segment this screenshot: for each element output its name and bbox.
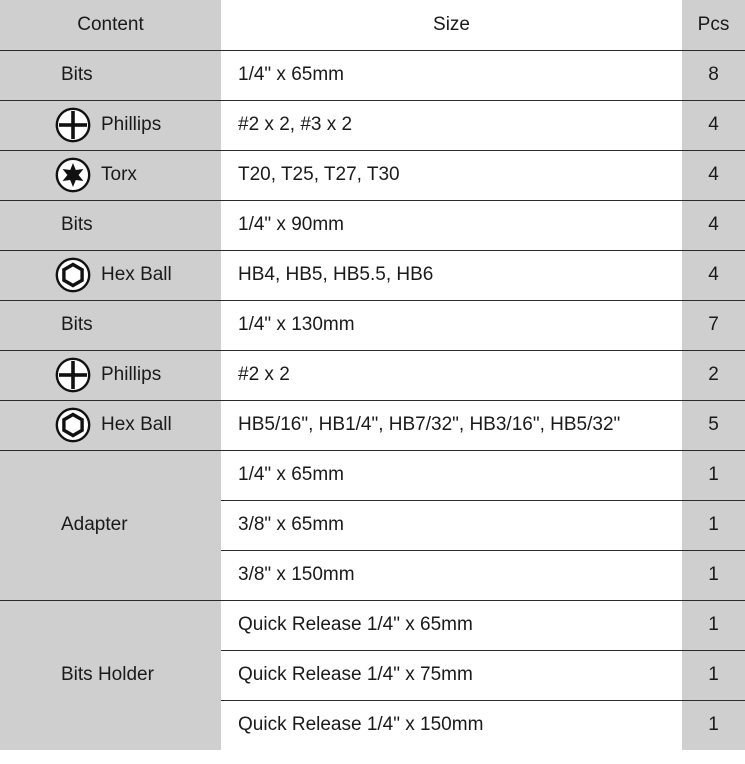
table-row <box>0 600 745 650</box>
table-row <box>0 450 745 500</box>
size-cell: #2 x 2, #3 x 2 <box>221 100 682 150</box>
table-row <box>0 250 745 300</box>
content-label: Phillips <box>101 364 162 385</box>
pcs-cell: 4 <box>682 100 745 150</box>
content-label: Hex Ball <box>101 264 172 285</box>
content-label: Bits <box>61 64 93 85</box>
table-row <box>0 350 745 400</box>
phillips-icon <box>55 357 91 393</box>
table-row <box>0 50 745 100</box>
content-label: Phillips <box>101 114 162 135</box>
size-cell: 1/4" x 65mm <box>221 450 682 500</box>
content-label: Adapter <box>61 514 128 535</box>
header-size: Size <box>221 0 682 50</box>
pcs-cell: 5 <box>682 400 745 450</box>
pcs-cell: 1 <box>682 650 745 700</box>
phillips-icon <box>55 107 91 143</box>
size-cell: HB5/16", HB1/4", HB7/32", HB3/16", HB5/32" <box>221 400 682 450</box>
content-label: Bits Holder <box>61 664 154 686</box>
hex-ball-icon <box>55 257 91 293</box>
size-cell: Quick Release 1/4" x 75mm <box>221 650 682 700</box>
size-cell: 3/8" x 150mm <box>221 550 682 600</box>
table-row <box>0 150 745 200</box>
pcs-cell: 1 <box>682 450 745 500</box>
size-cell: 3/8" x 65mm <box>221 500 682 550</box>
torx-icon <box>55 157 91 193</box>
header-content: Content <box>0 0 221 50</box>
content-label: Hex Ball <box>101 414 172 435</box>
size-cell: HB4, HB5, HB5.5, HB6 <box>221 250 682 300</box>
size-cell: 1/4" x 130mm <box>221 300 682 350</box>
size-cell: #2 x 2 <box>221 350 682 400</box>
hex-ball-icon <box>55 407 91 443</box>
pcs-cell: 7 <box>682 300 745 350</box>
table-header-row <box>0 0 745 50</box>
table-row <box>0 400 745 450</box>
size-cell: T20, T25, T27, T30 <box>221 150 682 200</box>
pcs-cell: 4 <box>682 150 745 200</box>
size-cell: Quick Release 1/4" x 150mm <box>221 700 682 750</box>
size-cell: 1/4" x 90mm <box>221 200 682 250</box>
size-cell: 1/4" x 65mm <box>221 50 682 100</box>
table-row <box>0 200 745 250</box>
size-cell: Quick Release 1/4" x 65mm <box>221 600 682 650</box>
pcs-cell: 1 <box>682 600 745 650</box>
content-label: Torx <box>101 164 137 185</box>
table-row <box>0 100 745 150</box>
pcs-cell: 4 <box>682 250 745 300</box>
pcs-cell: 4 <box>682 200 745 250</box>
pcs-cell: 1 <box>682 550 745 600</box>
pcs-cell: 8 <box>682 50 745 100</box>
pcs-cell: 1 <box>682 500 745 550</box>
table-row <box>0 300 745 350</box>
pcs-cell: 1 <box>682 700 745 750</box>
content-label: Bits <box>61 214 93 235</box>
pcs-cell: 2 <box>682 350 745 400</box>
header-pcs: Pcs <box>682 0 745 50</box>
content-label: Bits <box>61 314 93 335</box>
